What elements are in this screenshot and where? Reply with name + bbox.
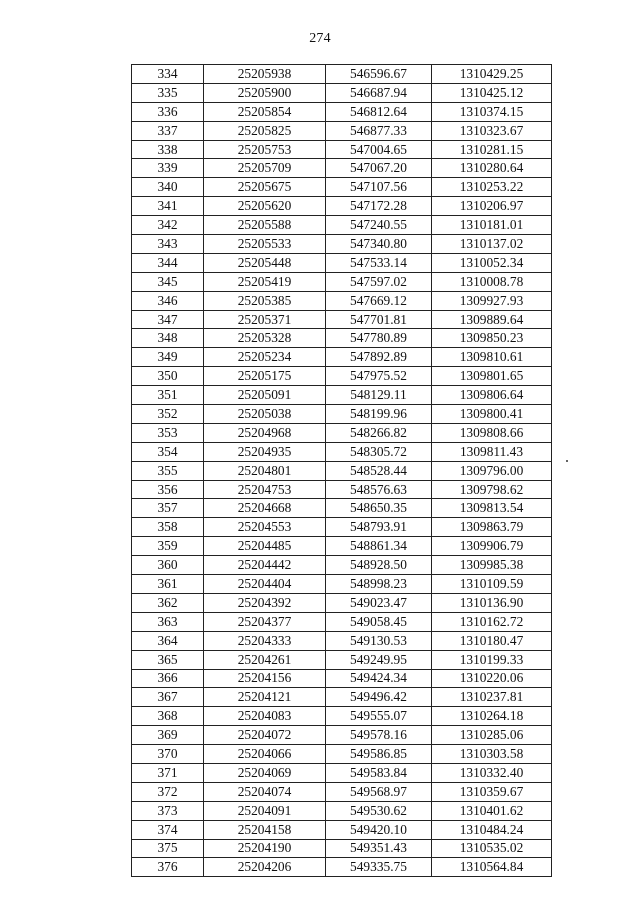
point-number-cell: 364 [132,631,204,650]
point-id-cell: 25205854 [204,102,326,121]
x-coordinate-cell: 549586.85 [326,745,432,764]
table-row [132,272,552,291]
x-coordinate-cell: 546877.33 [326,121,432,140]
point-number-cell: 359 [132,537,204,556]
table-row [132,688,552,707]
table-row [132,197,552,216]
x-coordinate-cell: 548199.96 [326,405,432,424]
table-row [132,499,552,518]
point-id-cell: 25205938 [204,65,326,84]
x-coordinate-cell: 549420.10 [326,820,432,839]
point-number-cell: 336 [132,102,204,121]
point-number-cell: 365 [132,650,204,669]
point-id-cell: 25204553 [204,518,326,537]
stray-mark [566,460,568,462]
point-number-cell: 349 [132,348,204,367]
point-id-cell: 25205234 [204,348,326,367]
point-number-cell: 337 [132,121,204,140]
y-coordinate-cell: 1310264.18 [432,707,552,726]
y-coordinate-cell: 1309813.54 [432,499,552,518]
point-number-cell: 353 [132,423,204,442]
point-id-cell: 25205620 [204,197,326,216]
y-coordinate-cell: 1310323.67 [432,121,552,140]
table-row [132,159,552,178]
point-id-cell: 25205825 [204,121,326,140]
point-number-cell: 350 [132,367,204,386]
table-row [132,253,552,272]
table-row [132,631,552,650]
y-coordinate-cell: 1310181.01 [432,216,552,235]
x-coordinate-cell: 549568.97 [326,782,432,801]
y-coordinate-cell: 1310484.24 [432,820,552,839]
point-number-cell: 339 [132,159,204,178]
x-coordinate-cell: 547340.80 [326,235,432,254]
point-number-cell: 369 [132,726,204,745]
point-number-cell: 340 [132,178,204,197]
x-coordinate-cell: 547701.81 [326,310,432,329]
point-number-cell: 368 [132,707,204,726]
point-id-cell: 25205533 [204,235,326,254]
x-coordinate-cell: 547597.02 [326,272,432,291]
point-number-cell: 371 [132,763,204,782]
table-row [132,348,552,367]
point-id-cell: 25204206 [204,858,326,877]
table-row [132,386,552,405]
point-id-cell: 25204121 [204,688,326,707]
y-coordinate-cell: 1309796.00 [432,461,552,480]
table-row [132,537,552,556]
y-coordinate-cell: 1310180.47 [432,631,552,650]
y-coordinate-cell: 1309906.79 [432,537,552,556]
x-coordinate-cell: 547780.89 [326,329,432,348]
x-coordinate-cell: 547107.56 [326,178,432,197]
y-coordinate-cell: 1310429.25 [432,65,552,84]
table-row [132,575,552,594]
point-id-cell: 25204668 [204,499,326,518]
x-coordinate-cell: 549578.16 [326,726,432,745]
point-id-cell: 25204066 [204,745,326,764]
x-coordinate-cell: 549058.45 [326,612,432,631]
point-id-cell: 25205175 [204,367,326,386]
table-row [132,461,552,480]
x-coordinate-cell: 547240.55 [326,216,432,235]
y-coordinate-cell: 1309863.79 [432,518,552,537]
point-id-cell: 25205588 [204,216,326,235]
point-id-cell: 25204333 [204,631,326,650]
table-row [132,801,552,820]
y-coordinate-cell: 1310280.64 [432,159,552,178]
y-coordinate-cell: 1309806.64 [432,386,552,405]
table-row [132,291,552,310]
y-coordinate-cell: 1309985.38 [432,556,552,575]
table-row [132,782,552,801]
point-id-cell: 25205448 [204,253,326,272]
point-id-cell: 25204072 [204,726,326,745]
x-coordinate-cell: 548266.82 [326,423,432,442]
y-coordinate-cell: 1309800.41 [432,405,552,424]
point-id-cell: 25205328 [204,329,326,348]
point-number-cell: 374 [132,820,204,839]
table-row [132,763,552,782]
x-coordinate-cell: 547067.20 [326,159,432,178]
point-number-cell: 346 [132,291,204,310]
x-coordinate-cell: 549555.07 [326,707,432,726]
point-id-cell: 25204968 [204,423,326,442]
x-coordinate-cell: 548793.91 [326,518,432,537]
y-coordinate-cell: 1310253.22 [432,178,552,197]
point-id-cell: 25204158 [204,820,326,839]
x-coordinate-cell: 548650.35 [326,499,432,518]
point-number-cell: 341 [132,197,204,216]
x-coordinate-cell: 549530.62 [326,801,432,820]
point-number-cell: 344 [132,253,204,272]
point-number-cell: 370 [132,745,204,764]
x-coordinate-cell: 549130.53 [326,631,432,650]
point-number-cell: 343 [132,235,204,254]
point-number-cell: 358 [132,518,204,537]
y-coordinate-cell: 1310332.40 [432,763,552,782]
y-coordinate-cell: 1309927.93 [432,291,552,310]
table-row [132,178,552,197]
y-coordinate-cell: 1310008.78 [432,272,552,291]
table-row [132,650,552,669]
point-number-cell: 338 [132,140,204,159]
point-id-cell: 25204935 [204,442,326,461]
point-id-cell: 25204190 [204,839,326,858]
point-number-cell: 366 [132,669,204,688]
point-number-cell: 348 [132,329,204,348]
x-coordinate-cell: 548129.11 [326,386,432,405]
table-row [132,820,552,839]
point-id-cell: 25204156 [204,669,326,688]
y-coordinate-cell: 1310401.62 [432,801,552,820]
table-row [132,707,552,726]
point-id-cell: 25205371 [204,310,326,329]
coordinates-table [131,64,552,877]
x-coordinate-cell: 547975.52 [326,367,432,386]
coordinates-table-body [132,65,552,877]
x-coordinate-cell: 548305.72 [326,442,432,461]
point-id-cell: 25205419 [204,272,326,291]
y-coordinate-cell: 1310052.34 [432,253,552,272]
table-row [132,669,552,688]
y-coordinate-cell: 1309798.62 [432,480,552,499]
point-number-cell: 351 [132,386,204,405]
table-row [132,839,552,858]
point-number-cell: 347 [132,310,204,329]
y-coordinate-cell: 1310374.15 [432,102,552,121]
y-coordinate-cell: 1310136.90 [432,593,552,612]
x-coordinate-cell: 548928.50 [326,556,432,575]
table-row [132,329,552,348]
y-coordinate-cell: 1310137.02 [432,235,552,254]
table-row [132,858,552,877]
table-row [132,726,552,745]
table-row [132,405,552,424]
x-coordinate-cell: 548861.34 [326,537,432,556]
point-number-cell: 355 [132,461,204,480]
table-row [132,65,552,84]
point-id-cell: 25204083 [204,707,326,726]
x-coordinate-cell: 548576.63 [326,480,432,499]
point-number-cell: 335 [132,83,204,102]
point-number-cell: 373 [132,801,204,820]
point-number-cell: 356 [132,480,204,499]
point-id-cell: 25205091 [204,386,326,405]
point-number-cell: 375 [132,839,204,858]
table-row [132,556,552,575]
point-id-cell: 25204404 [204,575,326,594]
table-row [132,216,552,235]
point-number-cell: 372 [132,782,204,801]
x-coordinate-cell: 549351.43 [326,839,432,858]
point-number-cell: 354 [132,442,204,461]
y-coordinate-cell: 1310220.06 [432,669,552,688]
point-id-cell: 25204091 [204,801,326,820]
table-row [132,121,552,140]
y-coordinate-cell: 1310237.81 [432,688,552,707]
table-row [132,310,552,329]
x-coordinate-cell: 547892.89 [326,348,432,367]
y-coordinate-cell: 1310535.02 [432,839,552,858]
table-row [132,480,552,499]
x-coordinate-cell: 547172.28 [326,197,432,216]
y-coordinate-cell: 1309889.64 [432,310,552,329]
point-id-cell: 25205709 [204,159,326,178]
x-coordinate-cell: 548528.44 [326,461,432,480]
point-number-cell: 334 [132,65,204,84]
point-number-cell: 363 [132,612,204,631]
table-row [132,612,552,631]
table-row [132,367,552,386]
y-coordinate-cell: 1310285.06 [432,726,552,745]
y-coordinate-cell: 1310359.67 [432,782,552,801]
y-coordinate-cell: 1309801.65 [432,367,552,386]
point-number-cell: 357 [132,499,204,518]
table-row [132,83,552,102]
point-number-cell: 376 [132,858,204,877]
table-row [132,745,552,764]
point-id-cell: 25205753 [204,140,326,159]
table-row [132,102,552,121]
point-id-cell: 25204753 [204,480,326,499]
point-number-cell: 342 [132,216,204,235]
point-id-cell: 25204442 [204,556,326,575]
y-coordinate-cell: 1309850.23 [432,329,552,348]
x-coordinate-cell: 548998.23 [326,575,432,594]
point-id-cell: 25204074 [204,782,326,801]
point-number-cell: 361 [132,575,204,594]
x-coordinate-cell: 546687.94 [326,83,432,102]
page-number: 274 [309,31,331,46]
point-number-cell: 362 [132,593,204,612]
x-coordinate-cell: 549249.95 [326,650,432,669]
y-coordinate-cell: 1309811.43 [432,442,552,461]
x-coordinate-cell: 547004.65 [326,140,432,159]
table-row [132,442,552,461]
x-coordinate-cell: 546812.64 [326,102,432,121]
point-number-cell: 345 [132,272,204,291]
y-coordinate-cell: 1310109.59 [432,575,552,594]
y-coordinate-cell: 1310425.12 [432,83,552,102]
point-id-cell: 25204801 [204,461,326,480]
x-coordinate-cell: 547669.12 [326,291,432,310]
y-coordinate-cell: 1310199.33 [432,650,552,669]
table-row [132,235,552,254]
y-coordinate-cell: 1310281.15 [432,140,552,159]
point-number-cell: 360 [132,556,204,575]
point-id-cell: 25204377 [204,612,326,631]
x-coordinate-cell: 547533.14 [326,253,432,272]
y-coordinate-cell: 1310564.84 [432,858,552,877]
y-coordinate-cell: 1310206.97 [432,197,552,216]
table-row [132,518,552,537]
point-id-cell: 25205038 [204,405,326,424]
point-id-cell: 25205385 [204,291,326,310]
x-coordinate-cell: 546596.67 [326,65,432,84]
table-row [132,593,552,612]
point-number-cell: 367 [132,688,204,707]
y-coordinate-cell: 1309808.66 [432,423,552,442]
point-id-cell: 25204392 [204,593,326,612]
x-coordinate-cell: 549023.47 [326,593,432,612]
point-id-cell: 25205900 [204,83,326,102]
x-coordinate-cell: 549583.84 [326,763,432,782]
x-coordinate-cell: 549335.75 [326,858,432,877]
point-id-cell: 25204485 [204,537,326,556]
point-id-cell: 25204261 [204,650,326,669]
point-number-cell: 352 [132,405,204,424]
y-coordinate-cell: 1310303.58 [432,745,552,764]
point-id-cell: 25205675 [204,178,326,197]
point-id-cell: 25204069 [204,763,326,782]
x-coordinate-cell: 549424.34 [326,669,432,688]
y-coordinate-cell: 1309810.61 [432,348,552,367]
table-row [132,140,552,159]
table-row [132,423,552,442]
x-coordinate-cell: 549496.42 [326,688,432,707]
y-coordinate-cell: 1310162.72 [432,612,552,631]
